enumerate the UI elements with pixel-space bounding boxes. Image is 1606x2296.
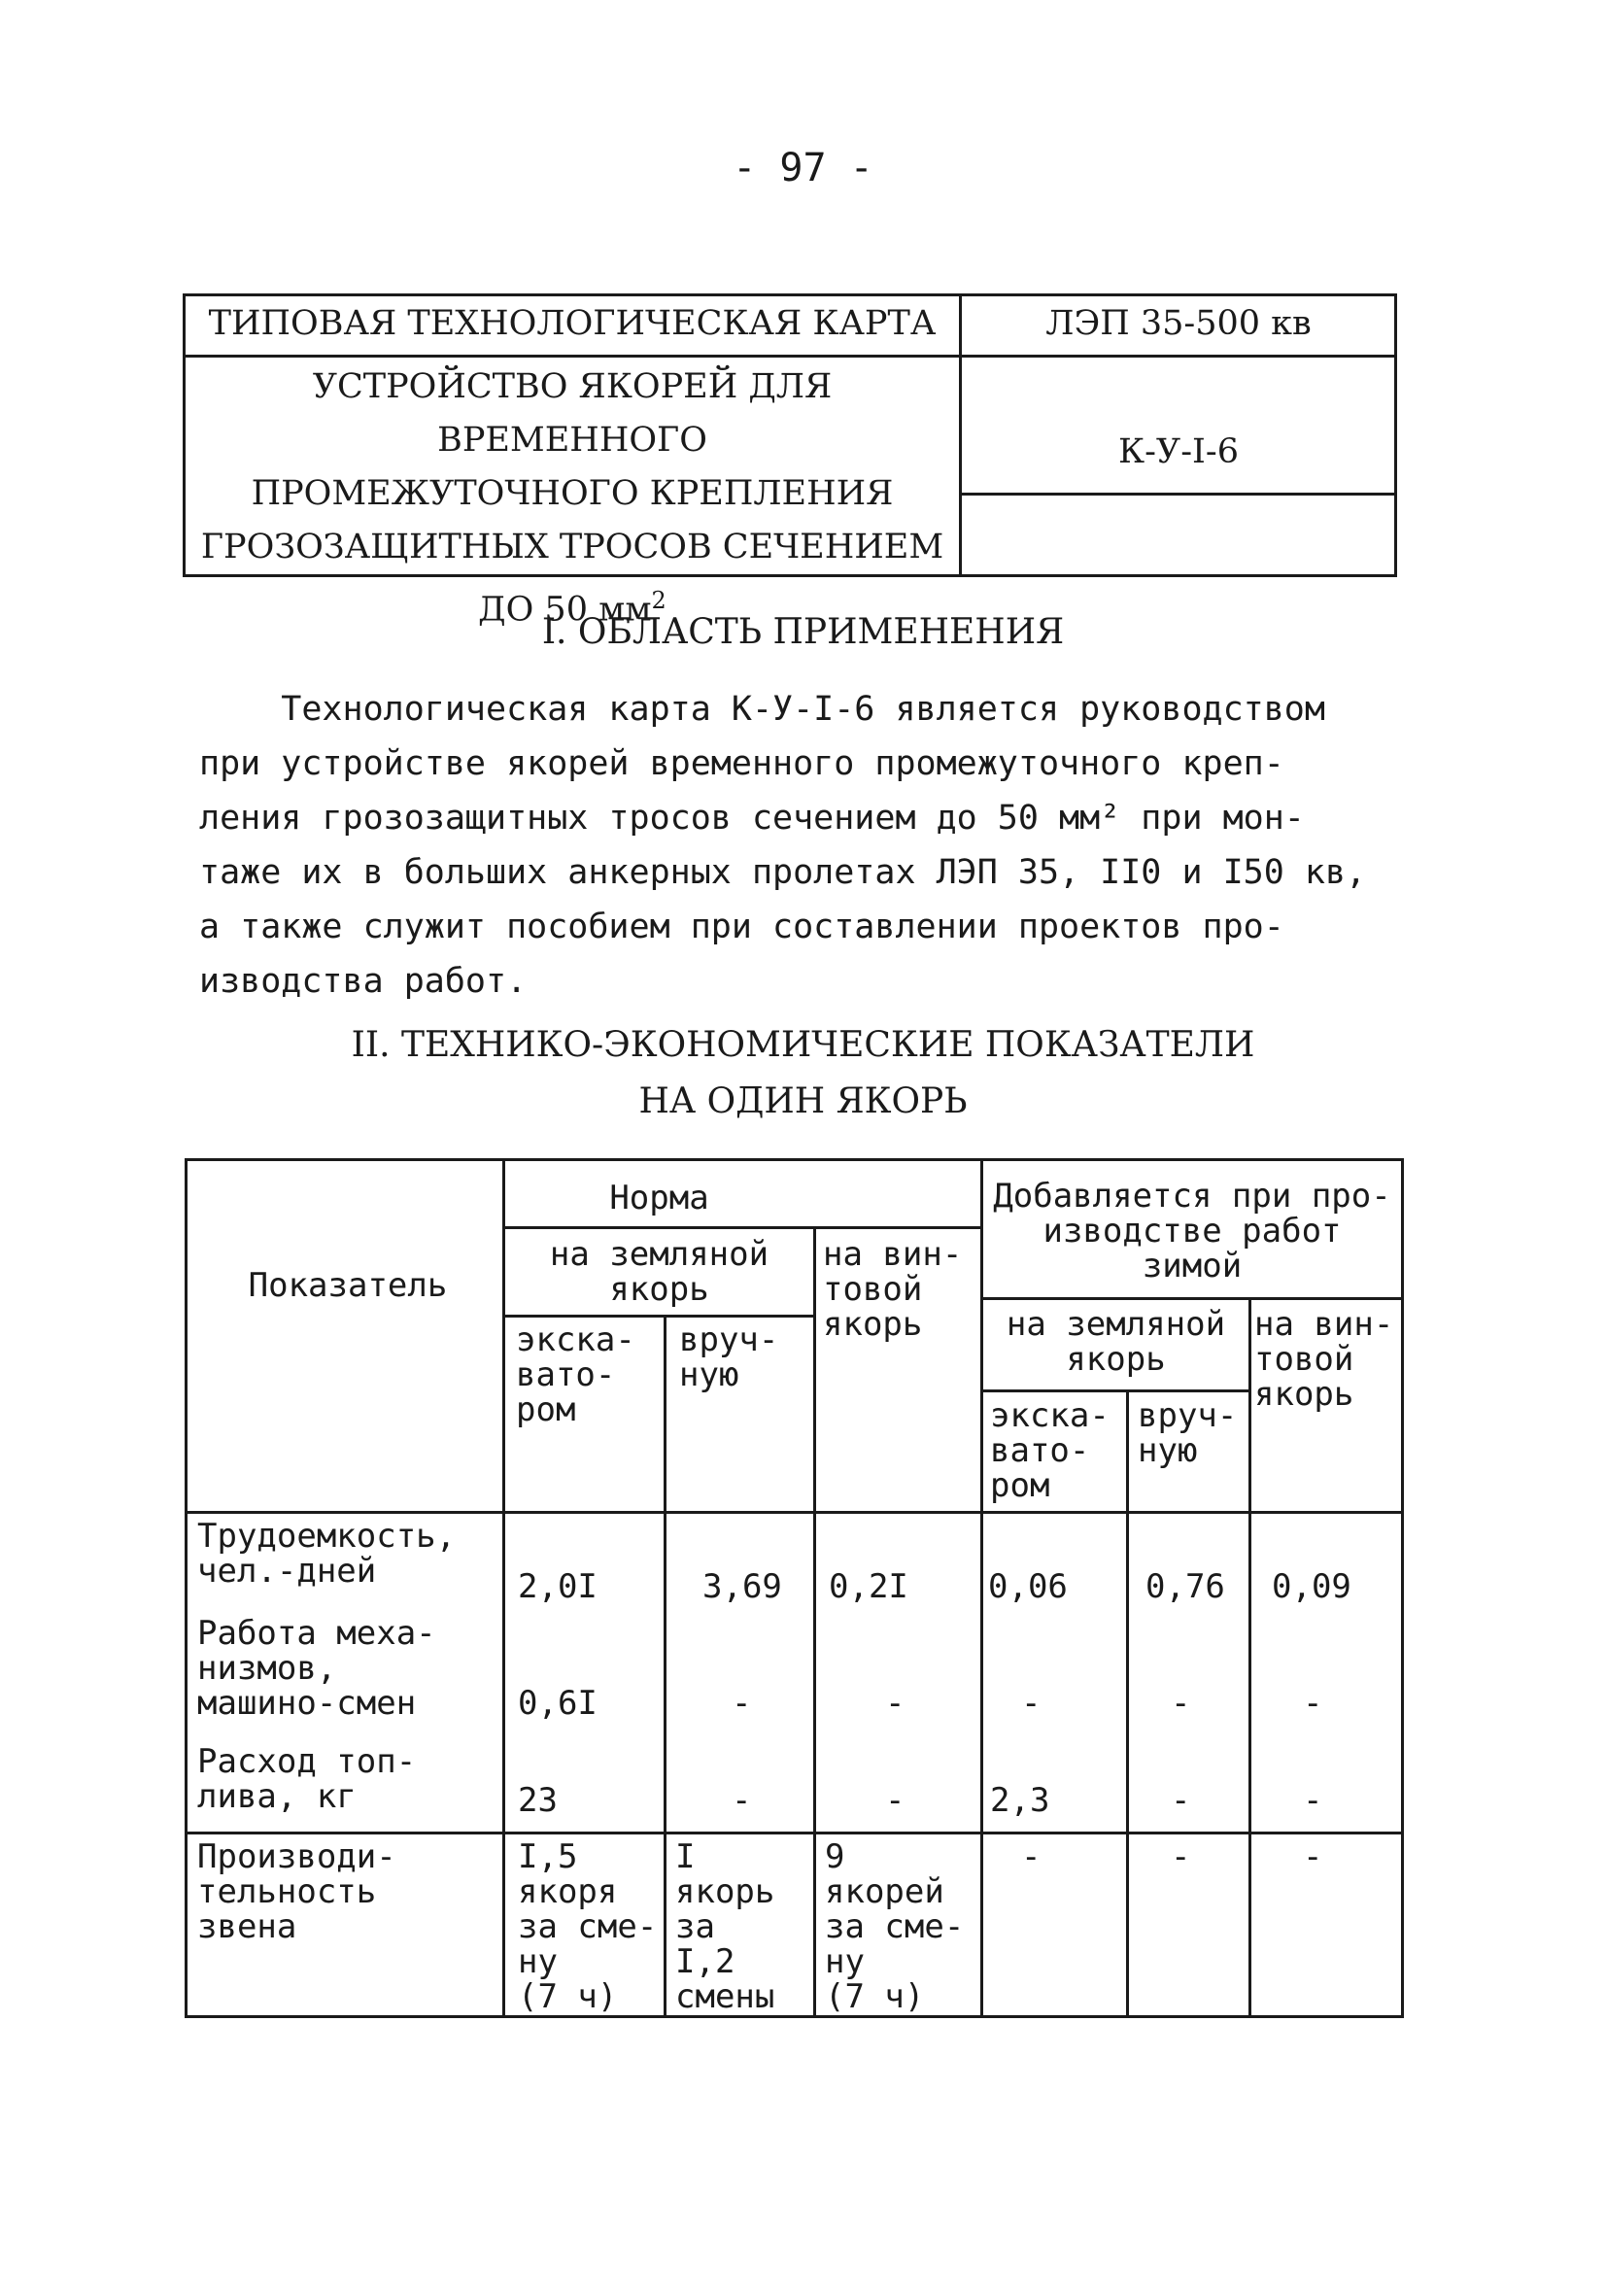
col-header-winter: Добавляется при про- изводстве работ зимой: [993, 1177, 1391, 1285]
card-subject: УСТРОЙСТВО ЯКОРЕЙ ДЛЯ ВРЕМЕННОГО ПРОМЕЖУТОЧНОГО КРЕПЛЕНИЯ ГРОЗОЗАЩИТНЫХ ТРОСОВ СЕЧЕНИЕМ ДО 50 $мм^2$: [200, 367, 944, 630]
cell-machinery-manual: -: [732, 1684, 752, 1723]
header-box: [183, 293, 1397, 630]
cell-labor-manual: 3,69: [702, 1567, 782, 1606]
row-label-labor: Трудоемкость, чел.-дней: [197, 1517, 457, 1591]
section1-heading: I. ОБЛАСТЬ ПРИМЕНЕНИЯ: [541, 612, 1065, 652]
section2-heading-line1: II. ТЕХНИКО-ЭКОНОМИЧЕСКИЕ ПОКАЗАТЕЛИ: [351, 1025, 1255, 1065]
col-header-earth-anchor: на земляной якорь: [549, 1235, 769, 1309]
row-label-machinery: Работа меха- низмов, машино-смен: [197, 1614, 436, 1723]
col-header-norma: Норма: [609, 1179, 709, 1217]
col-header-excavator: экска- вато- ром: [516, 1320, 635, 1429]
cell-fuel-excavator: 23: [518, 1781, 558, 1820]
cell-productivity-excavator: I,5 якоря за сме- ну (7 ч): [518, 1837, 658, 2016]
cell-machinery-excavator: 0,6I: [518, 1684, 598, 1723]
cell-labor-winter-screw: 0,09: [1272, 1567, 1351, 1606]
cell-machinery-screw: -: [885, 1684, 906, 1723]
cell-fuel-winter-screw: -: [1303, 1781, 1323, 1820]
section2-heading-line2: НА ОДИН ЯКОРЬ: [638, 1081, 968, 1121]
row-label-fuel: Расход топ- лива, кг: [197, 1742, 417, 1816]
cell-machinery-winter-screw: -: [1303, 1684, 1323, 1723]
cell-labor-excavator: 2,0I: [518, 1567, 598, 1606]
cell-productivity-winter-screw: -: [1303, 1837, 1323, 1876]
col-header-winter-screw-anchor: на вин- товой якорь: [1254, 1305, 1394, 1414]
cell-labor-winter-excavator: 0,06: [988, 1567, 1068, 1606]
cell-machinery-winter-manual: -: [1171, 1684, 1191, 1723]
cell-fuel-manual: -: [732, 1781, 752, 1820]
col-header-manual: вруч- ную: [679, 1320, 779, 1394]
col-header-screw-anchor: на вин- товой якорь: [823, 1235, 963, 1344]
cell-productivity-manual: I якорь за I,2 смены: [675, 1837, 775, 2016]
cell-labor-screw: 0,2I: [829, 1567, 908, 1606]
col-header-winter-excavator: экска- вато- ром: [990, 1396, 1110, 1505]
cell-productivity-screw: 9 якорей за сме- ну (7 ч): [825, 1837, 965, 2016]
page-number: - 97 -: [733, 146, 873, 190]
col-header-indicator: Показатель: [248, 1266, 448, 1305]
indicators-table: [185, 1158, 1404, 2018]
cell-fuel-winter-excavator: 2,3: [990, 1781, 1050, 1820]
col-header-winter-earth-anchor: на земляной якорь: [1006, 1305, 1226, 1379]
col-header-winter-manual: вруч- ную: [1138, 1396, 1238, 1470]
card-type-title: ТИПОВАЯ ТЕХНОЛОГИЧЕСКАЯ КАРТА: [208, 304, 937, 343]
cell-fuel-screw: -: [885, 1781, 906, 1820]
cell-machinery-winter-excavator: -: [1021, 1684, 1042, 1723]
section1-paragraph: Технологическая карта К-У-I-6 является руководством при устройстве якорей временного промежуточного креп- ления грозозащитных тросов сечением до 50 мм² при мон- таже их в больших анкерных пролетах ЛЭП 35, II0 и I50 кв, а также служит пособием при составлении проектов про- изводства работ.: [199, 690, 1367, 1001]
card-number: К-У-I-6: [1118, 432, 1239, 471]
cell-productivity-winter-manual: -: [1171, 1837, 1191, 1876]
cell-productivity-winter-excavator: -: [1021, 1837, 1042, 1876]
line-voltage-code: ЛЭП 35-500 кв: [1045, 304, 1312, 343]
cell-labor-winter-manual: 0,76: [1145, 1567, 1225, 1606]
cell-fuel-winter-manual: -: [1171, 1781, 1191, 1820]
row-label-productivity: Производи- тельность звена: [197, 1837, 396, 1946]
